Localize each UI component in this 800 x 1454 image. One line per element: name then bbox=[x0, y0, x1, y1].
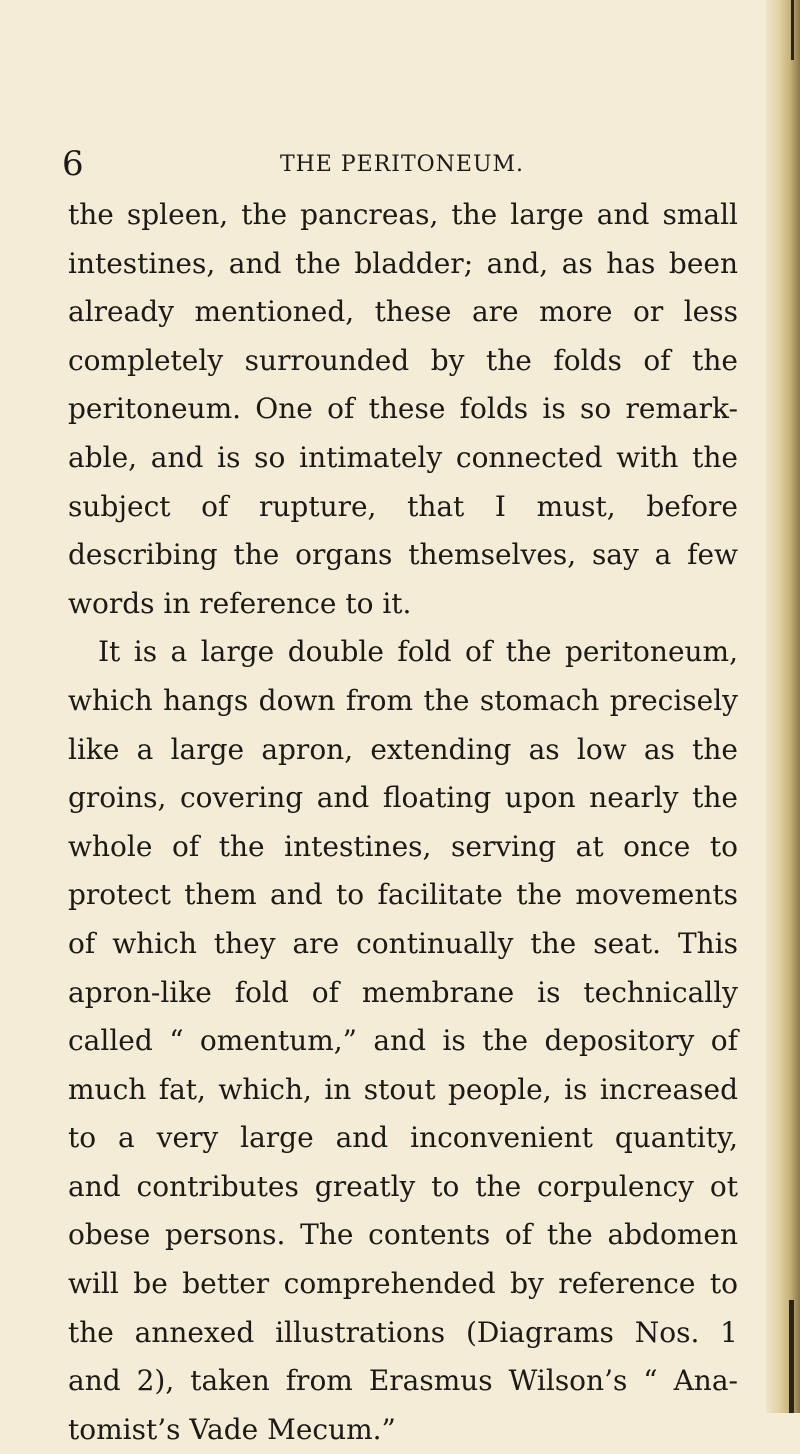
text-line: the spleen, the pancreas, the large and small bbox=[68, 198, 738, 231]
text-line: words in reference to it. bbox=[68, 586, 412, 620]
text-line: and contributes greatly to the corpulency ot bbox=[68, 1169, 738, 1203]
text-line: like a large apron, extending as low as the bbox=[68, 732, 738, 766]
text-line: It is a large double fold of the peritoneum, bbox=[98, 635, 738, 669]
text-line: tomist’s Vade Mecum.” bbox=[68, 1412, 396, 1446]
text-line: intestines, and the bladder; and, as has been bbox=[68, 246, 738, 280]
text-line: the annexed illustrations (Diagrams Nos. 1 bbox=[68, 1315, 738, 1349]
running-title: THE PERITONEUM. bbox=[279, 152, 525, 177]
page-header bbox=[62, 146, 742, 182]
text-line: peritoneum. One of these folds is so remark- bbox=[68, 392, 738, 426]
body-text bbox=[68, 191, 738, 1454]
text-line: and 2), taken from Erasmus Wilson’s “ Ana- bbox=[68, 1364, 738, 1398]
text-line: to a very large and inconvenient quantity, bbox=[68, 1121, 738, 1155]
text-line: whole of the intestines, serving at once to bbox=[68, 829, 738, 863]
page-number: 6 bbox=[62, 144, 84, 184]
text-line: which hangs down from the stomach precisely bbox=[68, 683, 738, 717]
text-line: obese persons. The contents of the abdomen bbox=[68, 1218, 738, 1252]
edge-line bbox=[789, 1300, 794, 1413]
text-line: completely surrounded by the folds of the bbox=[68, 343, 738, 377]
edge-line bbox=[791, 0, 794, 60]
page-edge-shadow bbox=[766, 0, 800, 1413]
text-line: subject of rupture, that I must, before bbox=[68, 489, 738, 523]
text-line: able, and is so intimately connected with the bbox=[68, 440, 738, 474]
text-line: apron-like fold of membrane is technically bbox=[68, 975, 738, 1009]
text-line: protect them and to facilitate the movements bbox=[68, 878, 738, 912]
text-line: much fat, which, in stout people, is increased bbox=[68, 1072, 738, 1106]
text-line: already mentioned, these are more or less bbox=[68, 295, 738, 329]
text-line: describing the organs themselves, say a few bbox=[68, 538, 738, 572]
text-line: of which they are continually the seat. This bbox=[68, 926, 738, 960]
text-line: called “ omentum,” and is the depository of bbox=[68, 1024, 738, 1058]
text-line: groins, covering and floating upon nearly the bbox=[68, 781, 738, 815]
text-line: will be better comprehended by reference to bbox=[68, 1267, 738, 1301]
